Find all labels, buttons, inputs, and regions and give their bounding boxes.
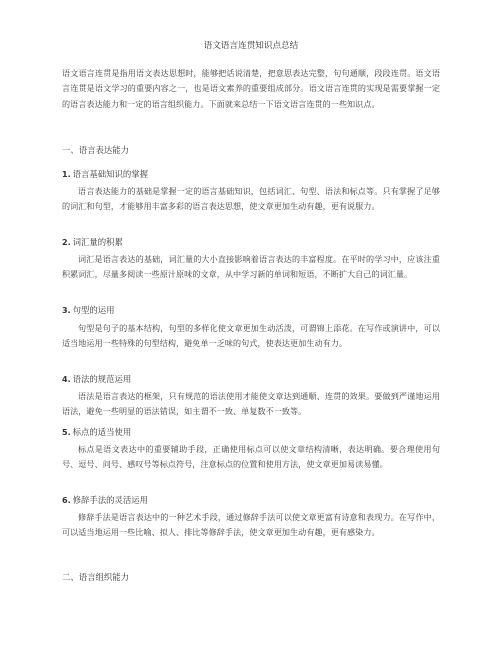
subsection-number: 2. [62, 238, 71, 247]
subsection-title: 语法的规范运用 [72, 374, 132, 384]
subsection-number: 4. [62, 375, 71, 384]
subsection-body-1: 语言表达能力的基础是掌握一定的语言基础知识，包括词汇、句型、语法和标点等。只有掌握了足够的词汇和句型，才能够用丰富多彩的语言表达思想，使文章更加生动有趣，更有说服力。 [62, 186, 440, 212]
subsection-body-4: 语法是语言表达的框架，只有规范的语法使用才能使文章达到通顺、连贯的效果。要做到严谨地运用语法，避免一些明显的语法错误，如主谓不一致、单复数不一致等。 [62, 391, 440, 417]
subsection-body-5: 标点是语文表达中的重要辅助手段，正确使用标点可以使文章结构清晰，表达明确。要合理使用句号、逗号、问号、感叹号等标点符号，注意标点的位置和使用方法，使文章更加易读易懂。 [62, 444, 440, 470]
subsection-title: 语言基础知识的掌握 [72, 169, 148, 179]
subsection-body-3: 句型是句子的基本结构，句型的多样化使文章更加生动活泼，可谓锦上添花。在写作或演讲中，可以适当地运用一些特殊的句型结构，避免单一乏味的句式，使表达更加生动有力。 [62, 323, 440, 349]
subsection-heading-5 [62, 426, 440, 439]
document-title: 语文语言连贯知识点总结 [203, 41, 299, 51]
subsection-heading-2 [62, 236, 440, 249]
subsection-number: 3. [62, 306, 71, 315]
section-heading-1: 一、语言表达能力 [62, 145, 129, 155]
subsection-title: 词汇量的积累 [72, 237, 123, 247]
subsection-number: 6. [62, 496, 71, 505]
subsection-heading-3 [62, 304, 440, 317]
subsection-body-2: 词汇是语言表达的基础，词汇量的大小直接影响着语言表达的丰富程度。在平时的学习中，应该注重积累词汇，尽量多阅读一些原汁原味的文章，从中学习新的单词和短语，不断扩大自己的词汇量。 [62, 254, 440, 280]
subsection-title: 标点的适当使用 [72, 427, 132, 437]
subsection-heading-6 [62, 494, 440, 507]
subsection-title: 句型的运用 [72, 305, 115, 315]
subsection-body-6: 修辞手法是语言表达中的一种艺术手段，通过修辞手法可以使文章更富有诗意和表现力。在写作中，可以适当地运用一些比喻、拟人、排比等修辞手法，使文章更加生动有趣，更有感染力。 [62, 512, 440, 538]
subsection-heading-4 [62, 373, 440, 386]
intro-paragraph: 语文语言连贯是指用语文表达思想时，能够把话说清楚，把意思表达完整，句句通顺，段段连贯。语文语言连贯是语文学习的重要内容之一，也是语文素养的重要组成部分。语文语言连贯的实现是需要掌握一定的语言表达能力和一定的语言组织能力。下面就来总结一下语文语言连贯的一些知识点。 [62, 68, 440, 109]
section-heading-2: 二、语言组织能力 [62, 572, 129, 582]
subsection-number: 5. [62, 428, 71, 437]
subsection-number: 1. [62, 170, 71, 179]
subsection-heading-1 [62, 168, 440, 181]
subsection-title: 修辞手法的灵活运用 [72, 495, 148, 505]
